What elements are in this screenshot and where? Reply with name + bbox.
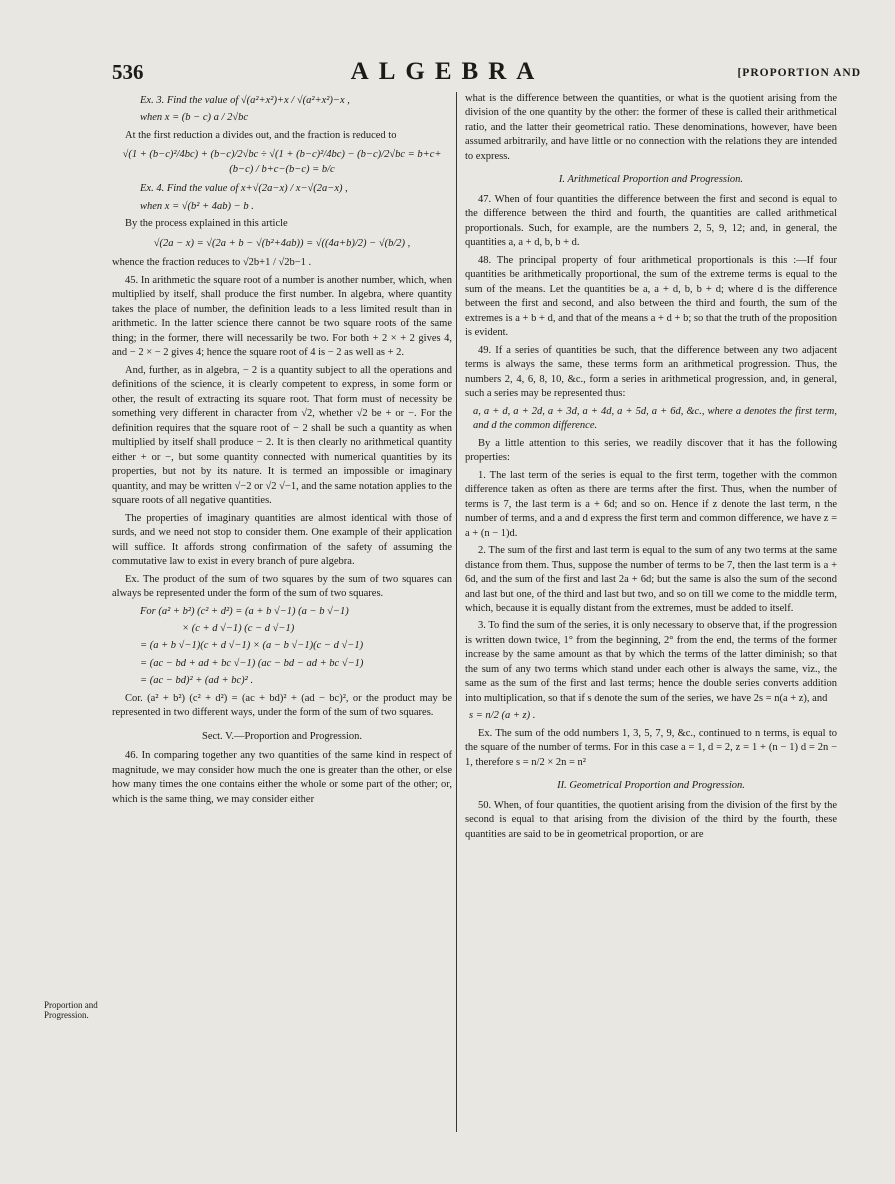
section-heading: Sect. V.—Proportion and Progression. xyxy=(201,730,363,742)
paragraph-odd-numbers: Ex. The sum of the odd numbers 1, 3, 5, 7, 9, &c., continued to n terms, is equal to the square of the number of terms. For in this case a = 1, d = 2, z = 1 + (n − 1) d = 2n − 1, therefore s = n/2 × 2n = n² xyxy=(465,727,837,768)
right-column xyxy=(465,92,837,845)
paragraph-50: 50. When, of four quantities, the quotient arising from the division of the first by the second is equal to that arising from the division of the third by the fourth, these quantities are said to be in geometrical proportion, or are xyxy=(465,799,837,840)
paragraph-imaginary: And, further, as in algebra, − 2 is a quantity subject to all the operations and definitions of the science, it is clearly competent to express, in some form or other, the result of extracting its square root. That form must of necessity be something very different in character from √2, whether √2 be + or −. For the definition requires that the square root of − 2 shall be such a quantity as when multiplied by itself shall produce − 2. It is then clearly no arithmetical quantity either + or −, but some quantity connected with numerical quantities by its properties, but not by its nature. It is termed an impossible or imaginary quantity, and may be written √−2 or √2 √−1, and the same notation applies to the square roots of all negative quantities. xyxy=(112,364,452,507)
equation-line-2: × (c + d √−1) (c − d √−1) xyxy=(182,622,295,634)
paragraph-process: By the process explained in this article xyxy=(125,218,288,230)
paragraph-49: 49. If a series of quantities be such, that the difference between any two adjacent terms is always the same, these terms form an arithmetical progression. Thus, the numbers 2, 4, 6, 8, 10, &c., form a series in arithmetical progression, and, in general, such a series may be represented thus: xyxy=(465,344,837,400)
column-divider xyxy=(456,92,457,1132)
paragraph-attention: By a little attention to this series, we readily discover that it has the following properties: xyxy=(465,437,837,464)
equation-sum: s = n/2 (a + z) . xyxy=(469,710,536,722)
paragraph-corollary: Cor. (a² + b²) (c² + d²) = (ac + bd)² + (ad − bc)², or the product may be represented in two different ways, under the form of the sum of two squares. xyxy=(112,692,452,719)
equation-series: a, a + d, a + 2d, a + 3d, a + 4d, a + 5d, a + 6d, &c., where a denotes the first term, and d the common difference. xyxy=(473,405,837,432)
paragraph-ratio: what is the difference between the quantities, or what is the quotient arising from the division of the one quantity by the other: the former of these is called their arithmetical ratio, and the latter their geometrical ratio. These denominations, however, have been assumed arbitrarily, and have little or no connection with the relations they are intended to express. xyxy=(465,93,837,162)
equation-line-4: = (ac − bd + ad + bc √−1) (ac − bd − ad + bc √−1) xyxy=(140,657,364,669)
paragraph-48: 48. The principal property of four arithmetical proportionals is this :—If four quantities be arithmetically proportional, the sum of the extreme terms is equal to the sum of the means. Let the quantities be a, a + d, b, b + d; where d is the difference between the first and second, and also between the third and fourth, the sum of the extremes is a + b + d, and that of the means a + d + b; so that the truth of the proposition is evident. xyxy=(465,254,837,339)
example-4-condition: when x = √(b² + 4ab) − b . xyxy=(140,200,254,212)
property-2: 2. The sum of the first and last term is equal to the sum of any two terms at the same distance from them. Thus, suppose the number of terms to be 7, then the last term is a + 6d, and the sum of the first and last 2a + 6d; but the same is also the sum of the second and last but one, of the third and last but two, and so on till we come to the middle term, which, because it is equally distant from the extremes, must be added to itself. xyxy=(465,545,837,614)
left-column xyxy=(112,92,452,810)
property-3: 3. To find the sum of the series, it is only necessary to observe that, if the progression is written down twice, 1° from the beginning, 2° from the end, the terms of the former increase by the same amount as that by which the terms of the latter diminish; so that the sum of any two terms which stand under each other is always the same, viz., the same as the sum of the first and last terms; hence the double series converts addition into multiplication, so that if s denote the sum of the series, we have 2s = n(a + z), and xyxy=(465,620,837,704)
margin-note: Proportion and Progression. xyxy=(44,1000,98,1021)
paragraph-whence: whence the fraction reduces to √2b+1 / √2b−1 . xyxy=(112,257,312,269)
subheading-arithmetical: I. Arithmetical Proportion and Progression. xyxy=(558,174,744,186)
property-1: 1. The last term of the series is equal to the first term, together with the common difference taken as often as there are terms after the first. Thus, when the number of terms is 7, the last term is a + 6d; and so on. Hence if z denote the last term, n the number of terms, and a and d express the first term and common difference, we have z = a + (n − 1)d. xyxy=(465,469,837,539)
paragraph-example: Ex. The product of the sum of two squares by the sum of two squares can always be represented under the form of the sum of two squares. xyxy=(112,573,452,600)
example-3: Ex. 3. Find the value of √(a²+x²)+x / √(a²+x²)−x , xyxy=(140,95,350,106)
equation-line-3: = (a + b √−1)(c + d √−1) × (a − b √−1)(c − d √−1) xyxy=(140,640,364,652)
paragraph-first-reduction: At the first reduction a divides out, and the fraction is reduced to xyxy=(125,129,397,141)
paragraph-properties: The properties of imaginary quantities are almost identical with those of surds, and we need not stop to consider them. One example of their application will suffice. It affords strong confirmation of the safety of assuming the commutative law to exist in every branch of pure algebra. xyxy=(112,512,452,568)
running-section: [PROPORTION AND xyxy=(737,67,861,79)
equation-process: √(2a − x) = √(2a + b − √(b²+4ab)) = √((4a+b)/2) − √(b/2) , xyxy=(153,237,411,249)
paragraph-47: 47. When of four quantities the difference between the first and second is equal to the difference between the third and fourth, the quantities are called arithmetical proportionals. Such, for example, are the numbers 2, 5, 9, 12; and, in general, the quantities a, a + d, b, b + d. xyxy=(465,193,837,249)
subheading-geometrical: II. Geometrical Proportion and Progression. xyxy=(557,780,745,792)
example-3-condition: when x = (b − c) a / 2√bc xyxy=(140,112,248,124)
equation-reduction: √(1 + (b−c)²/4bc) + (b−c)/2√bc ÷ √(1 + (b−c)²/4bc) − (b−c)/2√bc = b+c+(b−c) / b+c−(b−c) = b/c xyxy=(122,149,442,175)
page-number: 536 xyxy=(112,60,144,84)
equation-line-1: For (a² + b²) (c² + d²) = (a + b √−1) (a − b √−1) xyxy=(140,605,349,617)
equation-line-5: = (ac − bd)² + (ad + bc)² . xyxy=(140,675,254,687)
running-title: ALGEBRA xyxy=(350,58,545,85)
paragraph-46: 46. In comparing together any two quantities of the same kind in respect of magnitude, we may consider how much the one is greater than the other, or else how many times the one contains either the whole or some part of the other; or, which is the same thing, we may consider either xyxy=(112,750,452,805)
paragraph-45: 45. In arithmetic the square root of a number is another number, which, when multiplied by itself, shall produce the first number. In algebra, where quantity takes the place of number, the definition leads to a less limited result than in arithmetic. In the latter science there cannot be two square roots of the same thing; in the former, there will necessarily be two. For both + 2 × + 2 gives 4, and − 2 × − 2 gives 4; hence the square root of 4 is − 2 as well as + 2. xyxy=(112,274,452,359)
running-header xyxy=(0,58,895,92)
example-4: Ex. 4. Find the value of x+√(2a−x) / x−√(2a−x) , xyxy=(140,183,348,195)
